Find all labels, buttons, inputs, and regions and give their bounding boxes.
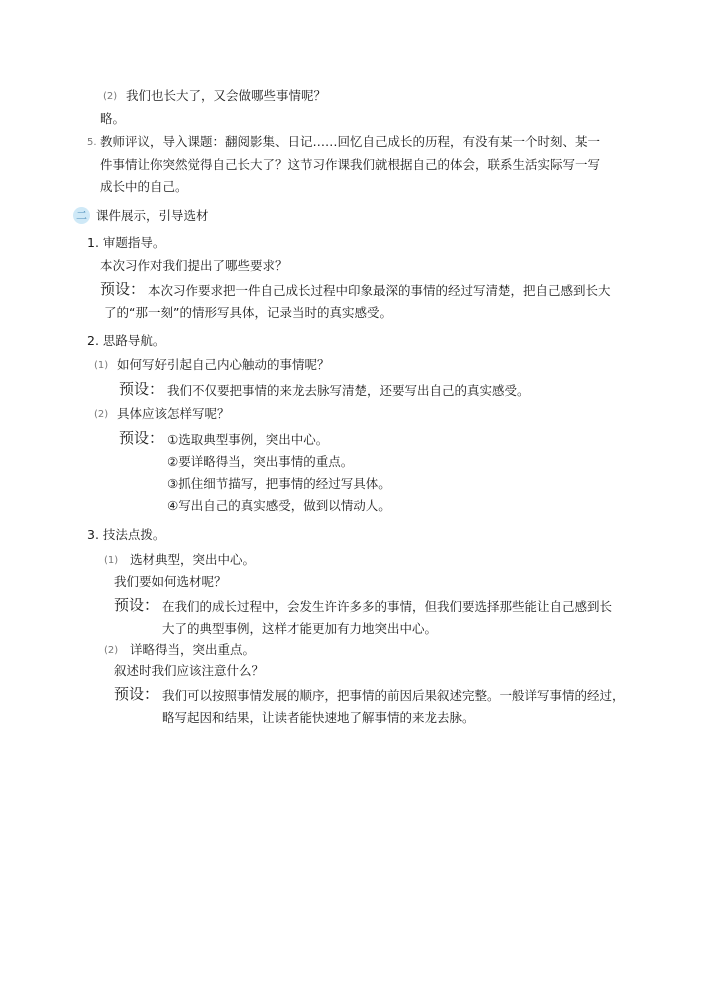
- s2-q1-yushe-label: 预设：: [119, 380, 165, 398]
- s2-q1-answer: 我们不仅要把事情的来龙去脉写清楚，还要写出自己的真实感受。: [167, 383, 530, 398]
- section2-number-badge: 二: [73, 207, 90, 224]
- s3-p2-answer-line2: 略写起因和结果，让读者能快速地了解事情的来龙去脉。: [162, 710, 475, 725]
- s2-q2-answer-2: ②要详略得当，突出事情的重点。: [167, 454, 354, 469]
- s3-p1-text: 选材典型，突出中心。: [130, 552, 256, 567]
- s1-answer-line2: 了的“那一刻”的情形写具体，记录当时的真实感受。: [104, 305, 392, 320]
- s3-p1-answer-line2: 大了的典型事例，这样才能更加有力地突出中心。: [162, 621, 438, 636]
- s2-q1-number: (1): [94, 360, 109, 371]
- s2-q2-text: 具体应该怎样写呢？: [117, 406, 230, 421]
- item5-line1: 教师评议，导入课题：翻阅影集、日记……回忆自己成长的历程，有没有某一个时刻、某一: [100, 134, 601, 149]
- q2-text: 我们也长大了，又会做哪些事情呢？: [126, 88, 327, 103]
- s2-q2-answer-3: ③抓住细节描写，把事情的经过写具体。: [167, 476, 391, 491]
- s3-p1-answer-line1: 在我们的成长过程中，会发生许许多多的事情，但我们要选择那些能让自己感到长: [162, 599, 613, 614]
- s2-q2-number: (2): [94, 409, 109, 420]
- item5-line3: 成长中的自己。: [100, 179, 188, 194]
- s1-answer-line1: 本次习作要求把一件自己成长过程中印象最深的事情的经过写清楚，把自己感到长大: [148, 283, 611, 298]
- s1-title: 1. 审题指导。: [87, 235, 166, 250]
- item5-line2: 件事情让你突然觉得自己长大了？这节习作课我们就根据自己的体会，联系生活实际写一写: [100, 157, 601, 172]
- item5-number: 5.: [87, 137, 97, 148]
- s2-q1-text: 如何写好引起自己内心触动的事情呢？: [117, 357, 330, 372]
- s3-title: 3. 技法点拨。: [87, 527, 166, 542]
- s2-q2-answer-1: ①选取典型事例，突出中心。: [167, 432, 329, 447]
- s3-p1-yushe-label: 预设：: [114, 596, 160, 614]
- s3-p2-question: 叙述时我们应该注意什么？: [114, 663, 265, 678]
- s2-q2-yushe-label: 预设：: [119, 429, 165, 447]
- s3-p2-answer-line1: 我们可以按照事情发展的顺序，把事情的前因后果叙述完整。一般详写事情的经过，: [162, 688, 625, 703]
- s2-title: 2. 思路导航。: [87, 333, 166, 348]
- s3-p1-question: 我们要如何选材呢？: [114, 574, 227, 589]
- q2-number: (2): [103, 91, 118, 102]
- s3-p2-text: 详略得当，突出重点。: [130, 642, 256, 657]
- s1-question: 本次习作对我们提出了哪些要求？: [100, 258, 288, 273]
- s3-p2-yushe-label: 预设：: [114, 685, 160, 703]
- section2-title: 课件展示，引导选材: [96, 208, 209, 223]
- s2-q2-answer-4: ④写出自己的真实感受，做到以情动人。: [167, 498, 391, 513]
- s1-yushe-label: 预设：: [100, 280, 146, 298]
- s3-p1-number: (1): [104, 555, 119, 566]
- lue-text: 略。: [100, 111, 126, 126]
- s3-p2-number: (2): [104, 645, 119, 656]
